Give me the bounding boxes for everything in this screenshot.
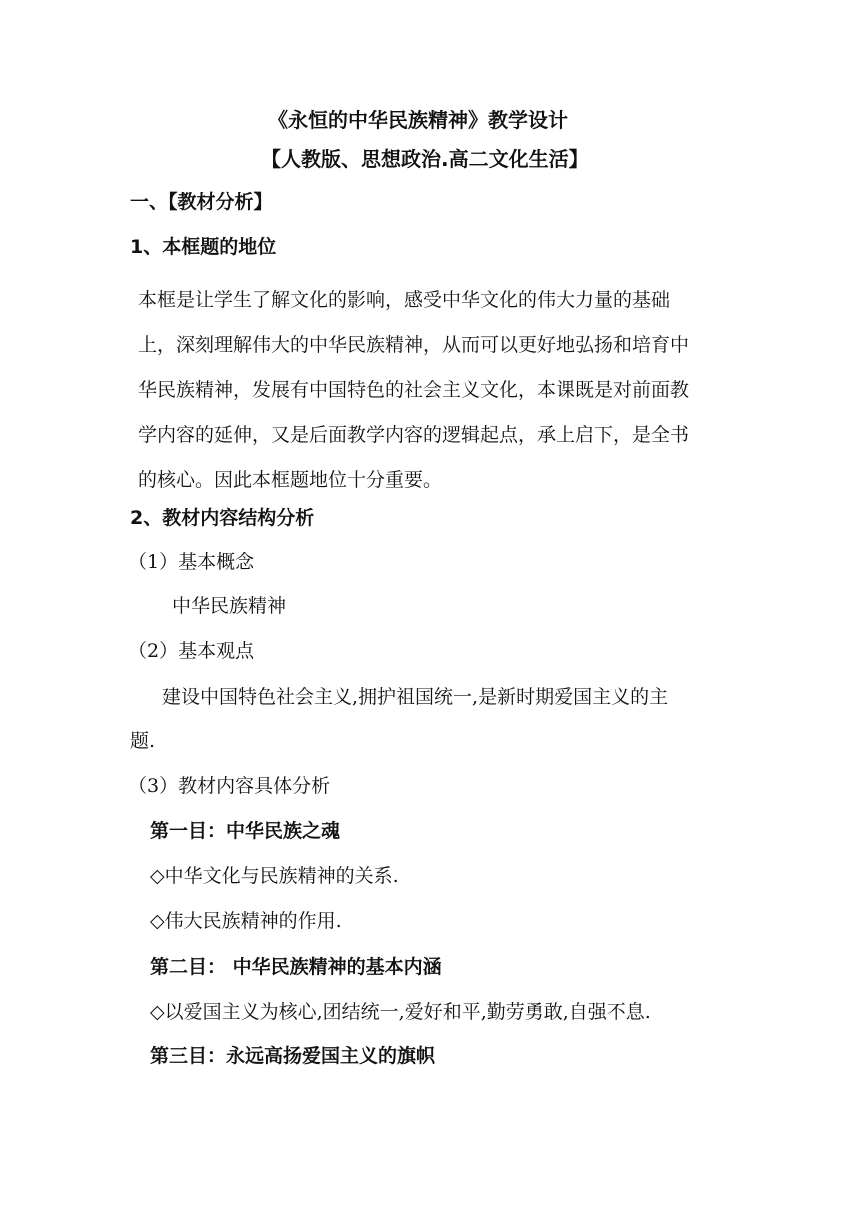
item-heading-basic-viewpoint: （2）基本观点 xyxy=(128,640,255,662)
document-subtitle: 【人教版、思想政治.高二文化生活】 xyxy=(261,147,589,171)
paragraph-line: 华民族精神，发展有中国特色的社会主义文化，本课既是对前面教 xyxy=(138,379,690,401)
position-paragraph xyxy=(138,278,748,503)
basic-viewpoint-line: 题. xyxy=(130,730,156,752)
basic-viewpoint-line: 建设中国特色社会主义,拥护祖国统一,是新时期爱国主义的主 xyxy=(162,686,669,708)
item-heading-basic-concept: （1）基本概念 xyxy=(128,551,255,573)
mu-heading-third: 第三目：永远高扬爱国主义的旗帜 xyxy=(150,1045,436,1067)
mu-point: ◇伟大民族精神的作用. xyxy=(150,910,342,932)
subsection-heading-position: 1、本框题的地位 xyxy=(130,236,277,258)
basic-concept-text: 中华民族精神 xyxy=(172,595,287,617)
subsection-heading-structure: 2、教材内容结构分析 xyxy=(130,507,315,529)
paragraph-line: 的核心。因此本框题地位十分重要。 xyxy=(138,469,443,491)
paragraph-line: 本框是让学生了解文化的影响，感受中华文化的伟大力量的基础 xyxy=(138,289,671,311)
item-heading-content-analysis: （3）教材内容具体分析 xyxy=(128,775,331,797)
mu-heading-first: 第一目：中华民族之魂 xyxy=(150,820,341,842)
paragraph-line: 学内容的延伸，又是后面教学内容的逻辑起点，承上启下，是全书 xyxy=(138,424,690,446)
mu-heading-second: 第二目： 中华民族精神的基本内涵 xyxy=(150,956,442,978)
paragraph-line: 上，深刻理解伟大的中华民族精神，从而可以更好地弘扬和培育中 xyxy=(138,334,690,356)
mu-point: ◇中华文化与民族精神的关系. xyxy=(150,865,399,887)
mu-point: ◇以爱国主义为核心,团结统一,爱好和平,勤劳勇敢,自强不息. xyxy=(150,1001,651,1023)
section-heading-textbook-analysis: 一、【教材分析】 xyxy=(130,191,273,213)
document-title: 《永恒的中华民族精神》教学设计 xyxy=(268,108,568,132)
